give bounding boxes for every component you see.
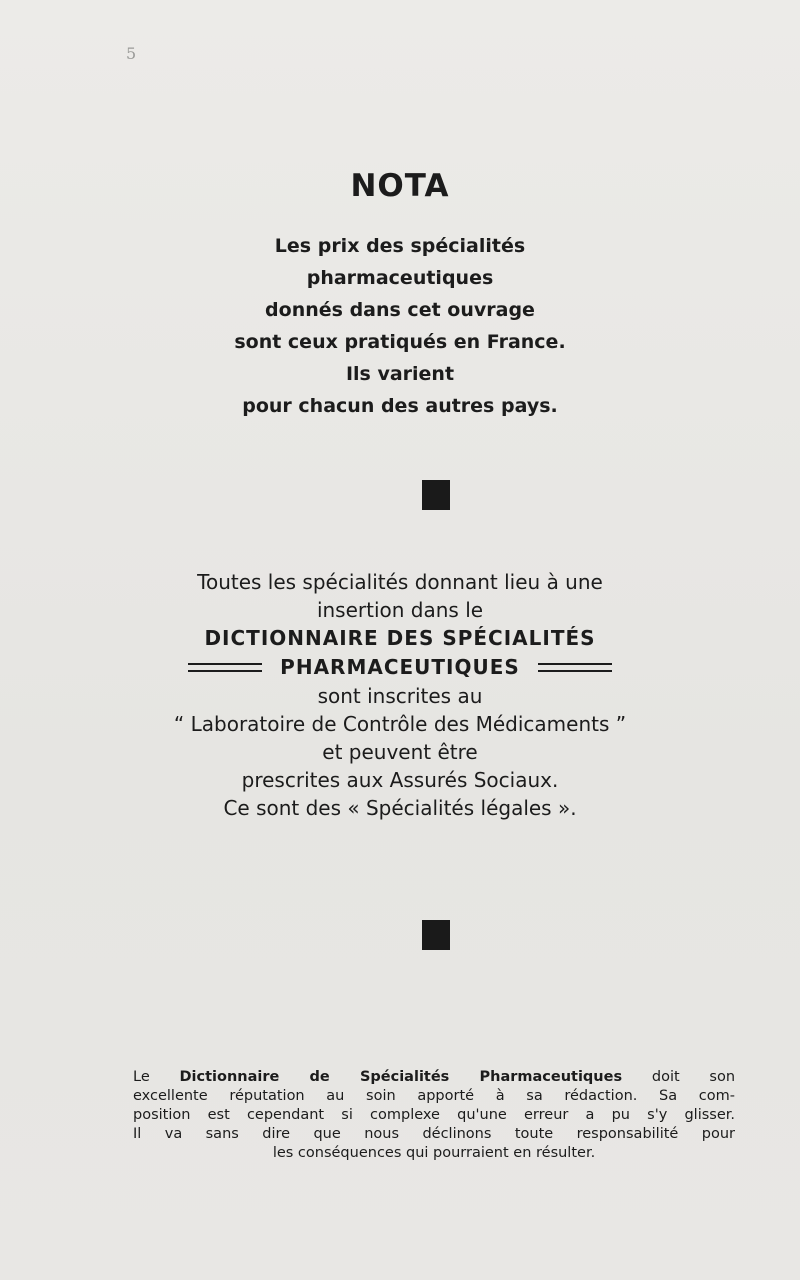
page-number: 5 bbox=[126, 44, 137, 63]
nota-line: Ils varient bbox=[345, 363, 455, 385]
notice-line: “ Laboratoire de Contrôle des Médicaments ” bbox=[173, 712, 627, 736]
nota-notice bbox=[0, 230, 800, 422]
notice-line: Toutes les spécialités donnant lieu à une bbox=[197, 570, 603, 594]
footer-line: les conséquences qui pourraient en résulter. bbox=[272, 1145, 596, 1161]
nota-line: donnés dans cet ouvrage bbox=[265, 299, 535, 321]
nota-line: Les prix des spécialités bbox=[274, 235, 526, 257]
disclaimer-footer bbox=[133, 1068, 735, 1163]
footer-line: position est cependant si complexe qu'une erreur a pu s'y glisser. bbox=[133, 1107, 735, 1123]
notice-line: sont inscrites au bbox=[317, 684, 483, 708]
footer-line: excellente réputation au soin apporté à sa rédaction. Sa com- bbox=[133, 1088, 735, 1104]
footer-prefix: Le bbox=[133, 1069, 150, 1085]
nota-line: sont ceux pratiqués en France. bbox=[234, 331, 566, 353]
dictionary-title: DICTIONNAIRE DES SPÉCIALITÉS bbox=[204, 626, 596, 650]
nota-line: pour chacun des autres pays. bbox=[242, 395, 558, 417]
footer-line1-rest: doit son bbox=[651, 1069, 735, 1085]
double-rule-left bbox=[188, 663, 262, 672]
footer-line bbox=[133, 1068, 735, 1087]
notice-line: insertion dans le bbox=[316, 598, 484, 622]
footer-line: Il va sans dire que nous déclinons toute responsabilité pour bbox=[133, 1126, 735, 1142]
pharmaceutiques-title: PHARMACEUTIQUES bbox=[280, 655, 520, 679]
nota-title: NOTA bbox=[350, 168, 450, 204]
separator-square-icon bbox=[422, 920, 450, 950]
separator-square-icon bbox=[422, 480, 450, 510]
footer-dictionary-title: Dictionnaire de Spécialités Pharmaceutiques bbox=[179, 1069, 623, 1085]
double-rule-right bbox=[538, 663, 612, 672]
legal-specialties-notice bbox=[0, 568, 800, 822]
notice-line: Ce sont des « Spécialités légales ». bbox=[223, 796, 577, 820]
nota-line: pharmaceutiques bbox=[306, 267, 494, 289]
notice-line: et peuvent être bbox=[322, 740, 478, 764]
notice-line: prescrites aux Assurés Sociaux. bbox=[241, 768, 559, 792]
pharmaceutiques-title-row bbox=[0, 652, 800, 682]
